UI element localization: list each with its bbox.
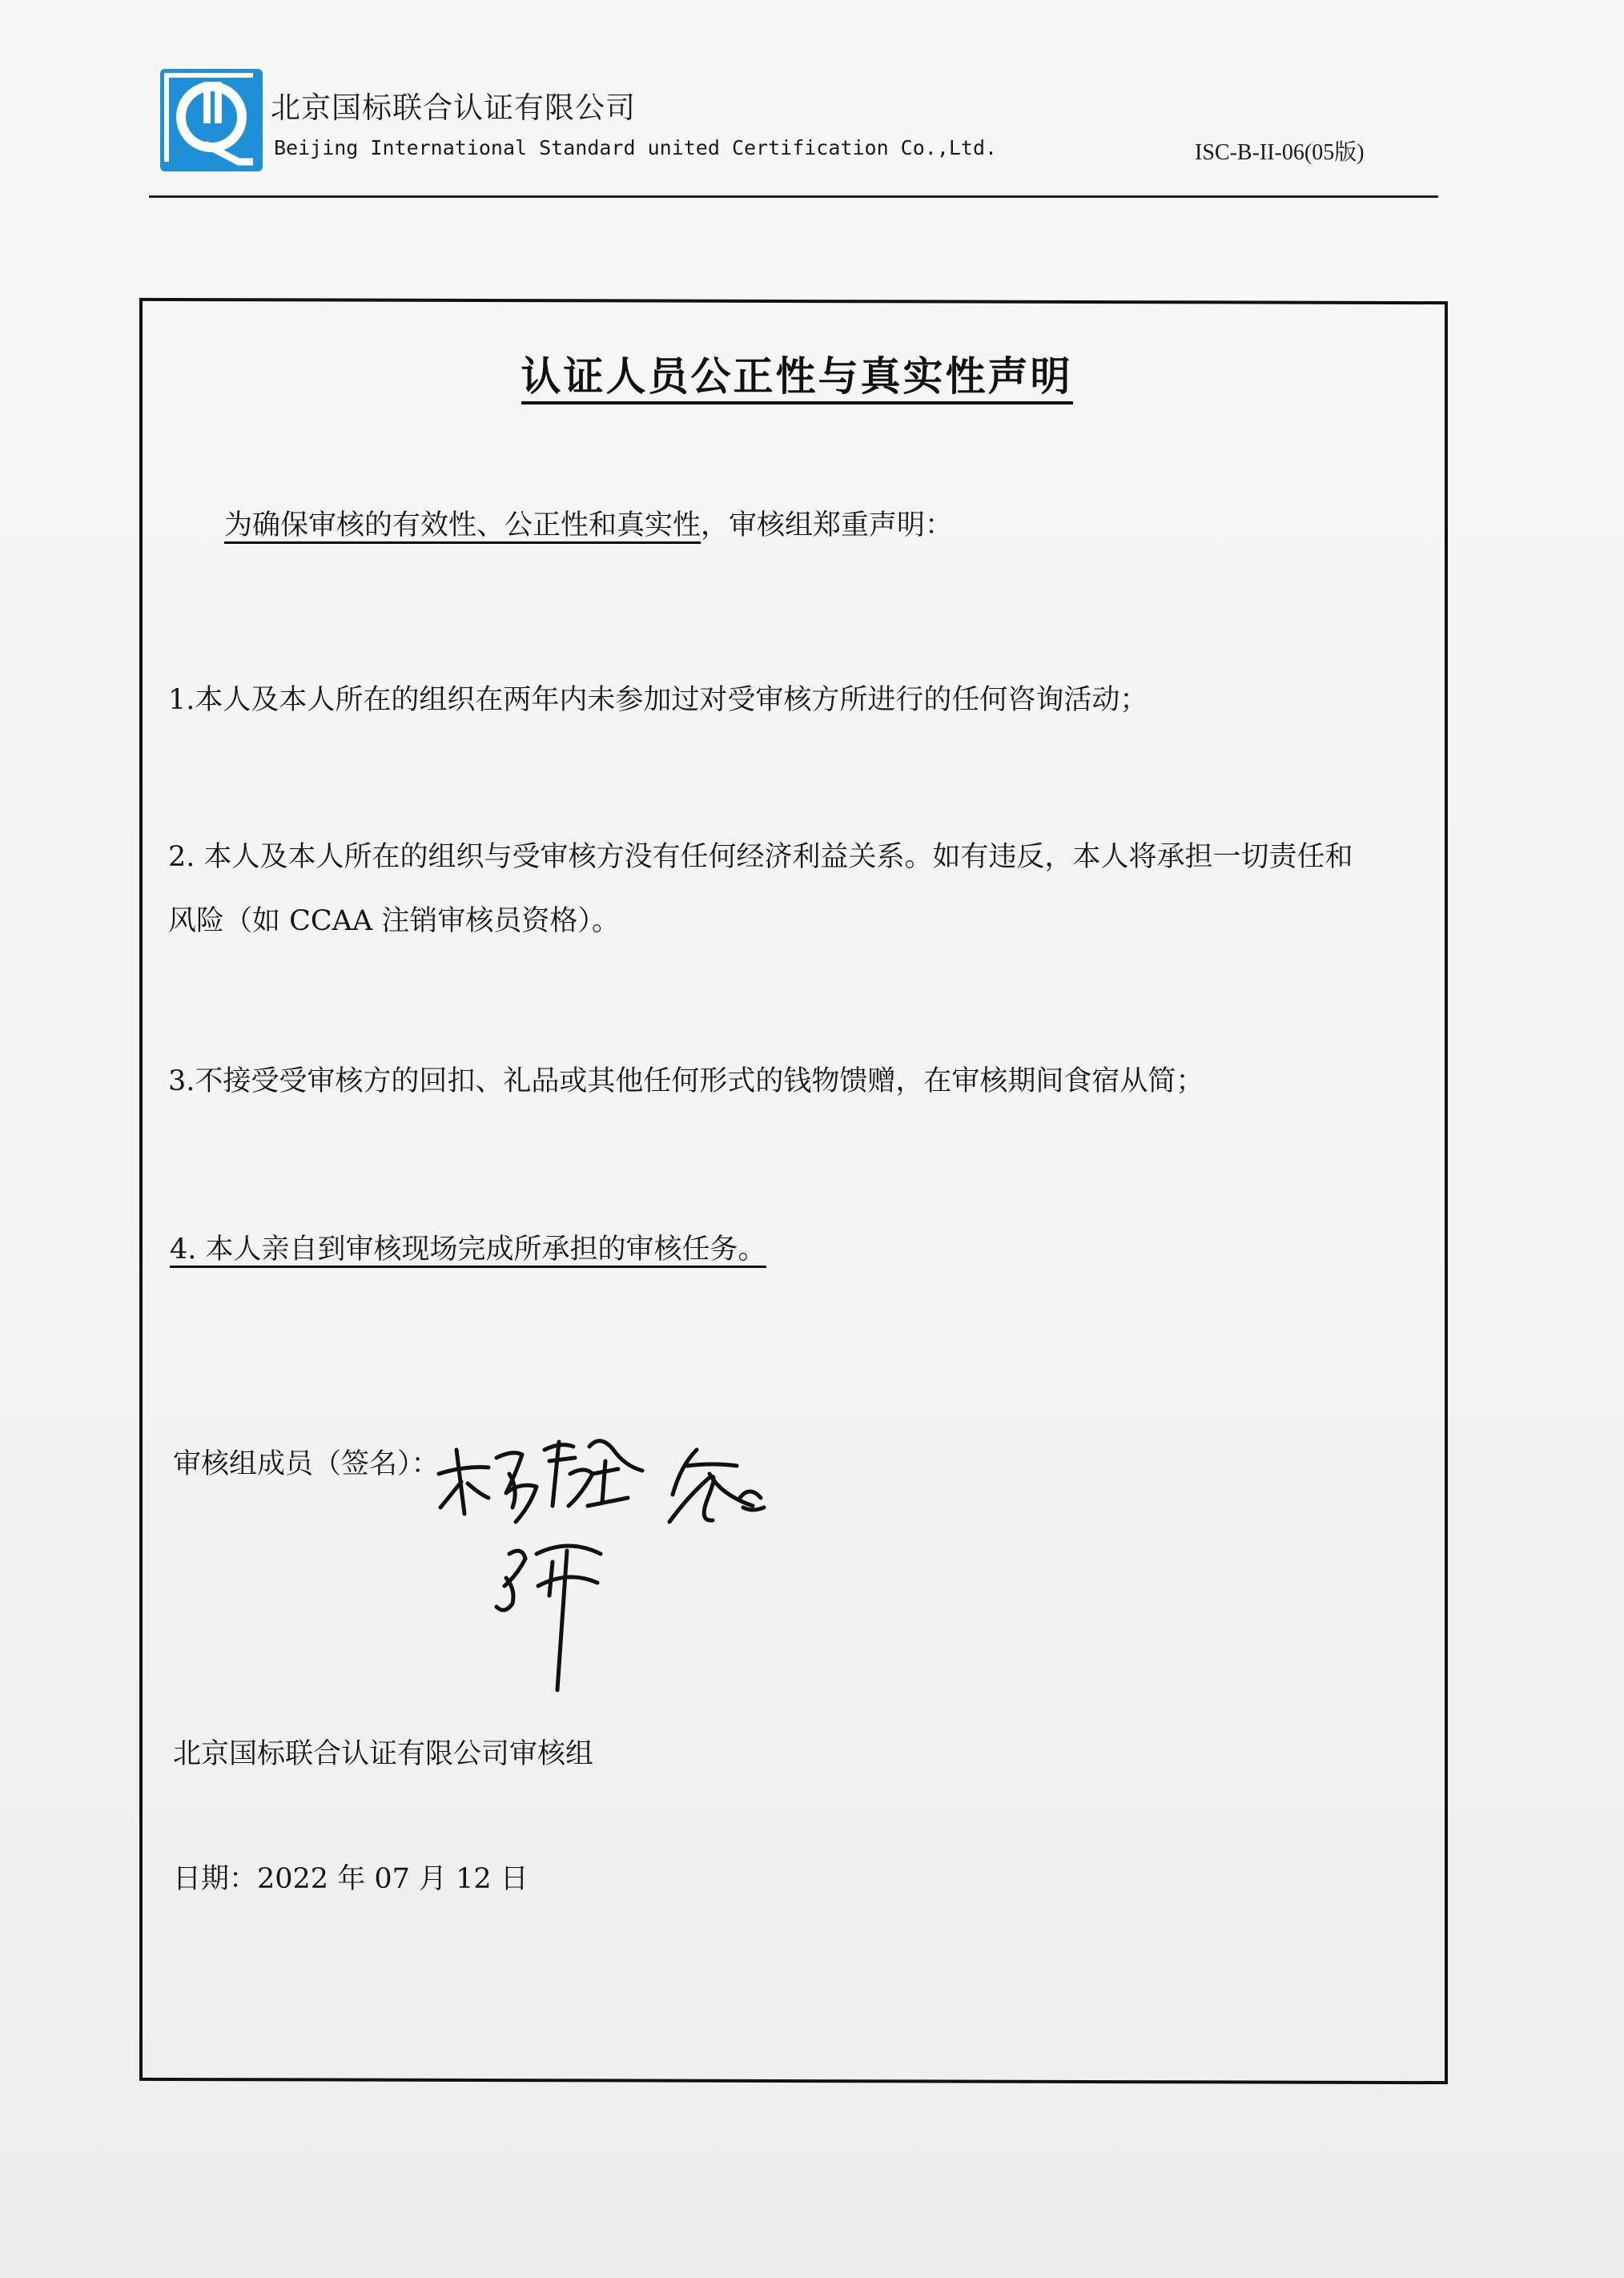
intro-rest-text: ，审核组郑重声明： [701, 509, 954, 541]
declaration-item-3: 3.不接受受审核方的回扣、礼品或其他任何形式的钱物馈赠，在审核期间食宿从简； [168, 1065, 1204, 1097]
intro-underlined-text: 为确保审核的有效性、公正性和真实性 [224, 509, 701, 544]
intro-paragraph [224, 503, 953, 548]
company-logo-icon [159, 67, 264, 173]
members-signature-label: 审核组成员（签名）： [173, 1448, 440, 1480]
declaration-item-4-text: 4. 本人亲自到审核现场完成所承担的审核任务。 [170, 1234, 766, 1268]
declaration-frame [139, 298, 1448, 2084]
declaration-date: 日期：2022 年 07 月 12 日 [173, 1863, 529, 1895]
declaration-item-2-line-1: 2. 本人及本人所在的组织与受审核方没有任何经济利益关系。如有违反，本人将承担一切责任和 [168, 841, 1353, 873]
audit-group-name: 北京国标联合认证有限公司审核组 [173, 1738, 594, 1770]
declaration-item-1: 1.本人及本人所在的组织在两年内未参加过对受审核方所进行的任何咨询活动； [168, 684, 1148, 716]
declaration-title-text: 认证人员公正性与真实性声明 [521, 353, 1073, 404]
declaration-item-4 [170, 1227, 766, 1272]
handwritten-signatures [432, 1418, 849, 1706]
header-divider [149, 195, 1438, 198]
company-name-cn: 北京国标联合认证有限公司 [271, 91, 636, 125]
declaration-title [0, 344, 1594, 402]
document-code: ISC-B-II-06(05版) [1195, 140, 1365, 165]
company-name-en: Beijing International Standard united Certification Co.,Ltd. [274, 136, 998, 159]
declaration-item-2-line-2: 风险（如 CCAA 注销审核员资格）。 [168, 905, 620, 937]
